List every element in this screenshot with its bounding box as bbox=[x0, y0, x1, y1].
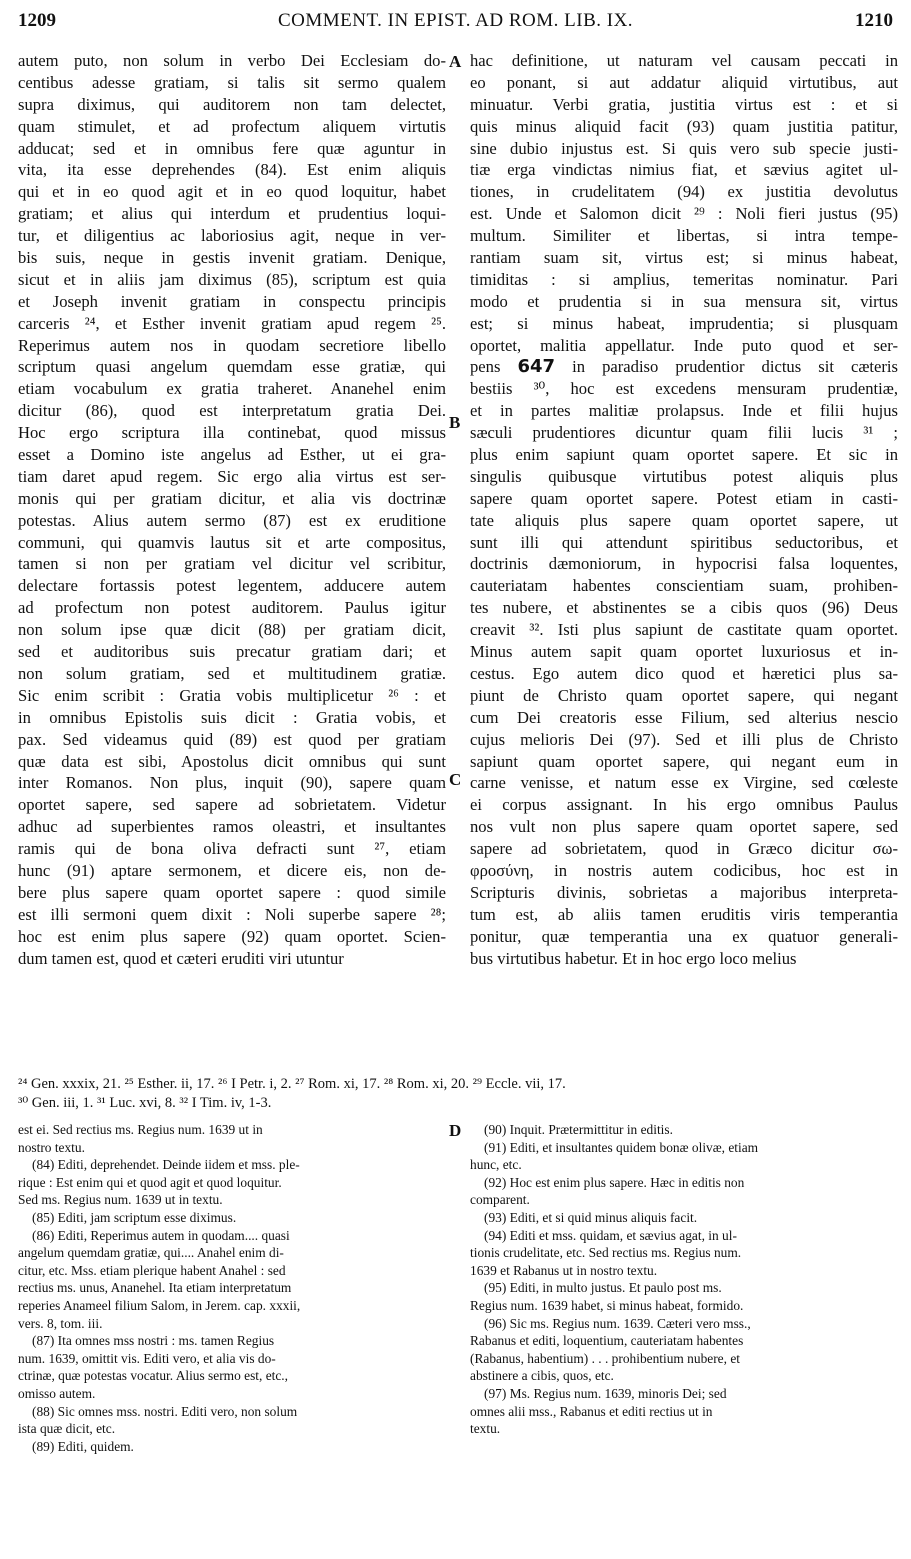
text-line: bus virtutibus habetur. Et in hoc ergo loco melius bbox=[470, 948, 797, 968]
text-line: vita, ita esse deprehendes (84). Est enim aliquis bbox=[18, 160, 446, 180]
text-line: centibus adesse gratiam, si talis sit sermo qualem bbox=[18, 72, 446, 92]
text-line: hac definitione, ut naturam vel causam peccati in bbox=[470, 51, 898, 70]
text-line: quæ data est sibi, Apostolus dicit omnibus qui sunt bbox=[18, 751, 446, 771]
text-line: bestiis ³⁰, hoc est excedens mensuram prudentiæ, bbox=[470, 379, 898, 399]
text-line: qui et in eo quod agit et in eo quod loquitur, habet bbox=[18, 182, 446, 202]
text-line: minuatur. Verbi gratia, justitia virtus est : et si bbox=[470, 94, 898, 114]
footnote-line: omisso autem. bbox=[18, 1385, 96, 1401]
running-title: COMMENT. IN EPIST. AD ROM. LIB. IX. bbox=[277, 10, 634, 31]
text-line: plus enim sapiunt quam oportet sapere. Et sic in bbox=[470, 445, 898, 465]
text-line: scriptum quasi angelum quemdam esse gratiæ, qui bbox=[18, 357, 446, 377]
text-line: autem puto, non solum in verbo Dei Ecclesiam do- bbox=[18, 51, 446, 70]
text-line: Minus autem sapit quam oportet luxuriosus et in- bbox=[470, 642, 898, 662]
text-line: oportet, malitia appellatur. Inde puto quod et ser- bbox=[470, 335, 898, 355]
text-line: sæculi prudentiores dicuntur quam filii lucis ³¹ ; bbox=[470, 423, 898, 443]
text-line: eo ponant, si aut addatur aliquid virtutibus, aut bbox=[470, 72, 898, 92]
footnote-line: textu. bbox=[470, 1421, 501, 1437]
footnote-line: tionis crudelitate, etc. Sed rectius ms. Regius num. bbox=[470, 1245, 742, 1261]
text-line: tiones, in crudelitatem (94) ex justitia devolutus bbox=[470, 182, 898, 202]
margin-marker-b: B bbox=[449, 413, 461, 432]
text-line: dum tamen est, quod et cæteri eruditi viri utuntur bbox=[18, 948, 344, 968]
footnote-line: reperies Anameel filium Salom, in Jerem. cap. xxxii, bbox=[18, 1297, 301, 1313]
text-line: tamen si non per gratiam vel dicitur vel scribitur, bbox=[18, 554, 446, 574]
footnote-line: (97) Ms. Regius num. 1639, minoris Dei; sed bbox=[484, 1385, 727, 1401]
footnote-line: citur, etc. Mss. etiam plerique habent Anahel : sed bbox=[18, 1262, 286, 1278]
text-line: est. Unde et Salomon dicit ²⁹ : Noli fieri justus (95) bbox=[470, 204, 898, 224]
text-line: pens 647 in paradiso prudentior dictus sit cæteris bbox=[470, 356, 898, 378]
text-line: modo et prudentia si in sua mensura sit, virtus bbox=[470, 291, 898, 311]
margin-marker-d: D bbox=[449, 1121, 462, 1140]
text-line: ponitur, quæ temperantia una ex quatuor generali- bbox=[470, 926, 898, 946]
text-line: tur, et diligentius ac laboriosius agit, neque in ver- bbox=[18, 226, 446, 246]
text-line: tum est, ab aliis tamen eruditis viris temperantia bbox=[470, 904, 898, 924]
text-line: tiam daret apud regem. Sic ergo alia virtus est ser- bbox=[18, 466, 446, 486]
footnote-line: 1639 et Rabanus ut in nostro textu. bbox=[470, 1262, 658, 1278]
text-line: in omnibus Epistolis suis dicit : Gratia vobis, et bbox=[18, 707, 446, 727]
footnote-line: (89) Editi, quidem. bbox=[32, 1438, 134, 1454]
text-line: monis qui per gratiam dicitur, et alia vis doctrinæ bbox=[18, 488, 446, 508]
text-line: est; si minus habeat, imprudentia; si plusquam bbox=[470, 313, 898, 333]
footnote-line: (84) Editi, deprehendet. Deinde iidem et mss. ple- bbox=[32, 1157, 300, 1173]
text-line: sapere ad sobrietatem, quod in Græco dicitur σω- bbox=[470, 839, 898, 859]
text-line: etiam vocabulum ex gratia traheret. Ananehel enim bbox=[18, 379, 446, 399]
text-line: ei corpus assignant. In his ergo omnibus Paulus bbox=[470, 795, 898, 815]
footnote-line: Rabanus et editi, loquentium, cauteriatam habentes bbox=[470, 1333, 744, 1349]
text-line: inter Romanos. Non plus, inquit (90), sapere quam bbox=[18, 773, 446, 793]
text-line: non solum gratiam, sed et multitudinem gratiæ. bbox=[18, 663, 446, 683]
margin-marker-a: A bbox=[449, 52, 462, 71]
footnote-line: Regius num. 1639 habet, si minus habeat, formido. bbox=[470, 1297, 744, 1313]
text-line: creavit ³². Isti plus sapiunt de castitate quam oportet. bbox=[470, 620, 898, 640]
footnote-line: ctrinæ, quæ potestas vocatur. Alius sermo est, etc., bbox=[18, 1368, 289, 1384]
text-line: piunt de Christo quam oportet sapere, qui negant bbox=[470, 685, 898, 705]
footnote-line: abstinere a cibis, quos, etc. bbox=[470, 1368, 614, 1384]
footnotes-right bbox=[470, 1121, 898, 1438]
text-line: bere plus sapere quam oportet sapere : quod simile bbox=[18, 882, 446, 902]
text-line: Hoc ergo scriptura illa continebat, quod missus bbox=[18, 423, 446, 443]
text-line: multum. Similiter et libertas, si intra tempe- bbox=[470, 226, 898, 246]
text-line: cauteriatam habentes conscientiam suam, prohiben- bbox=[470, 576, 898, 596]
text-line: sine dubio injustus est. Si quis vero sub specie justi- bbox=[470, 138, 898, 158]
footnote-line: (86) Editi, Reperimus autem in quodam.... quasi bbox=[32, 1227, 290, 1243]
text-line: tate aliquis plus sapere quam oportet sapere, ut bbox=[470, 510, 898, 530]
footnote-line: (92) Hoc est enim plus sapere. Hæc in editis non bbox=[484, 1174, 745, 1190]
text-line: gratiam; et alius qui interdum et prudentius loqui- bbox=[18, 204, 446, 224]
text-line: timiditas : si amplius, temeritas nominatur. Pari bbox=[470, 269, 898, 289]
page-number-right: 1210 bbox=[855, 10, 893, 31]
text-line: delectare fortassis potest legentem, adducere autem bbox=[18, 576, 446, 596]
text-line: sicut et in aliis jam diximus (85), scriptum est quia bbox=[18, 269, 446, 289]
text-line: singulis quibusque virtutibus potest aliquis plus bbox=[470, 466, 898, 486]
text-line: et in partes malitiæ prolapsus. Inde et filii hujus bbox=[470, 401, 898, 421]
text-line: carceris ²⁴, et Esther invenit gratiam apud regem ²⁵. bbox=[18, 313, 446, 333]
footnote-line: Sed ms. Regius num. 1639 ut in textu. bbox=[18, 1192, 223, 1208]
text-line: quam stimulet, et ad profectum aliquem virtutis bbox=[18, 116, 446, 136]
scripture-reference-line: ²⁴ Gen. xxxix, 21. ²⁵ Esther. ii, 17. ²⁶ I Petr. i, 2. ²⁷ Rom. xi, 17. ²⁸ Rom. xi, 20. ²⁹ Eccle. vii, 17. bbox=[18, 1076, 566, 1092]
text-line: sapiunt quam oportet sapere, qui negant eum in bbox=[470, 751, 898, 771]
text-line: et Joseph invenit gratiam in conspectu principis bbox=[18, 291, 446, 311]
text-line: nos vult non plus sapere quam oportet sapere, sed bbox=[470, 817, 898, 837]
left-text-column bbox=[18, 50, 446, 969]
text-line: hunc (91) aptare sermonem, et dicere eis, non de- bbox=[18, 860, 446, 880]
footnote-line: (96) Sic ms. Regius num. 1639. Cæteri vero mss., bbox=[484, 1315, 751, 1331]
text-line: quis minus aliquid facit (93) quam justitia patitur, bbox=[470, 116, 898, 136]
text-line: doctrinis dæmoniorum, in hypocrisi falsa loquentes, bbox=[470, 554, 898, 574]
margin-marker-c: C bbox=[449, 770, 462, 789]
text-line: est illi sermoni quem dixit : Noli superbe sapere ²⁸; bbox=[18, 904, 446, 924]
text-line: φροσύνη, in nostris autem codicibus, hoc est in bbox=[470, 860, 898, 880]
text-line: sed et auditoribus suis precatur gratiam dari; et bbox=[18, 642, 446, 662]
footnote-line: (91) Editi, et insultantes quidem bonæ olivæ, etiam bbox=[484, 1139, 759, 1155]
text-line: rantiam suam sit, virtus est; si minus habeat, bbox=[470, 248, 898, 268]
text-line: adhuc ad superbientes ramos oleastri, et insultantes bbox=[18, 817, 446, 837]
footnote-line: (Rabanus, habentium) . . . prohibentium nubere, et bbox=[470, 1350, 740, 1366]
footnote-line: (88) Sic omnes mss. nostri. Editi vero, non solum bbox=[32, 1403, 298, 1419]
text-line: cujus melioris Dei (97). Sed et illi plus de Christo bbox=[470, 729, 898, 749]
text-line: esset a Domino iste angelus ad Esther, ut ei gra- bbox=[18, 445, 446, 465]
text-line: sapere quam oportet sapere. Potest etiam in casti- bbox=[470, 488, 898, 508]
text-line: cestus. Ego autem dico quod et hæretici plus sa- bbox=[470, 663, 898, 683]
footnote-line: (87) Ita omnes mss nostri : ms. tamen Regius bbox=[32, 1333, 275, 1349]
text-line: tes nubere, et abstinentes se a cibis quos (96) Deus bbox=[470, 598, 898, 618]
text-line: dicitur (86), quod est interpretatum gratia Dei. bbox=[18, 401, 446, 421]
text-line: non solum ipse quæ dicit (88) per gratiam dicit, bbox=[18, 620, 446, 640]
text-line: Scripturis divinis, sobrietas a majoribus interpreta- bbox=[470, 882, 898, 902]
footnote-line: rectius ms. unus, Ananehel. Ita etiam interpretatum bbox=[18, 1280, 292, 1296]
page-number-left: 1209 bbox=[18, 10, 56, 31]
footnote-line: (94) Editi et mss. quidam, et sævius agat, in ul- bbox=[484, 1227, 737, 1243]
footnotes-left bbox=[18, 1121, 446, 1455]
text-line: communi, qui quamvis lautus sit et arte compositus, bbox=[18, 532, 446, 552]
text-line: carne venisse, et natum esse ex Virgine, sed cœleste bbox=[470, 773, 898, 793]
footnote-line: (93) Editi, et si quid minus aliquis facit. bbox=[484, 1209, 698, 1225]
text-line: ramis qui de bona oliva defracti sunt ²⁷, etiam bbox=[18, 839, 446, 859]
footnote-line: (85) Editi, jam scriptum esse diximus. bbox=[32, 1209, 237, 1225]
footnote-line: rique : Est enim qui et quod agit et quod loquitur. bbox=[18, 1174, 282, 1190]
text-line: sunt illi qui attendunt spiritibus seductoribus, et bbox=[470, 532, 898, 552]
text-line: ad profectum non potest auditorem. Paulus igitur bbox=[18, 598, 446, 618]
scripture-reference-line: ³⁰ Gen. iii, 1. ³¹ Luc. xvi, 8. ³² I Tim. iv, 1-3. bbox=[18, 1095, 272, 1111]
footnote-line: hunc, etc. bbox=[470, 1157, 522, 1173]
text-line: Sic enim scribit : Gratia vobis multiplicetur ²⁶ : et bbox=[18, 685, 446, 705]
text-line: hoc est enim plus sapere (92) quam oportet. Scien- bbox=[18, 926, 446, 946]
footnote-line: nostro textu. bbox=[18, 1139, 85, 1155]
text-line: tiæ erga vindictas nimius fiat, et sævius agitet ul- bbox=[470, 160, 898, 180]
scripture-references bbox=[18, 1075, 893, 1113]
footnote-line: vers. 8, tom. iii. bbox=[18, 1315, 103, 1331]
text-line: Reperimus autem nos in quodam secretiore libello bbox=[18, 335, 446, 355]
footnote-line: ista quæ dicit, etc. bbox=[18, 1421, 116, 1437]
footnote-line: (95) Editi, in multo justus. Et paulo post ms. bbox=[484, 1280, 722, 1296]
running-header bbox=[18, 8, 893, 38]
right-text-column bbox=[470, 50, 898, 969]
inline-page-number: 647 bbox=[517, 356, 556, 378]
footnote-line: comparent. bbox=[470, 1192, 530, 1208]
text-line: pax. Sed videamus quid (89) est quod per gratiam bbox=[18, 729, 446, 749]
text-line: oportet sapere, sed sapere ad sobrietatem. Videtur bbox=[18, 795, 446, 815]
footnote-line: num. 1639, omittit vis. Editi vero, et alia vis do- bbox=[18, 1350, 276, 1366]
footnote-line: est ei. Sed rectius ms. Regius num. 1639 ut in bbox=[18, 1122, 263, 1137]
footnote-line: angelum quemdam gratiæ, qui.... Anahel enim di- bbox=[18, 1245, 284, 1261]
text-line: adducat; sed et in omnibus fere quæ aguntur in bbox=[18, 138, 446, 158]
text-line: cum Dei creatoris esse Filium, sed alterius nescio bbox=[470, 707, 898, 727]
text-line: potestas. Alius autem sermo (87) est ex eruditione bbox=[18, 510, 446, 530]
text-line: supra diximus, qui auditorem non tam delectet, bbox=[18, 94, 446, 114]
text-line: bis suis, neque in gestis invenit gratiam. Denique, bbox=[18, 248, 446, 268]
footnote-line: (90) Inquit. Prætermittitur in editis. bbox=[484, 1122, 673, 1137]
footnote-line: omnes alii mss., Rabanus et editi rectius ut in bbox=[470, 1403, 713, 1419]
